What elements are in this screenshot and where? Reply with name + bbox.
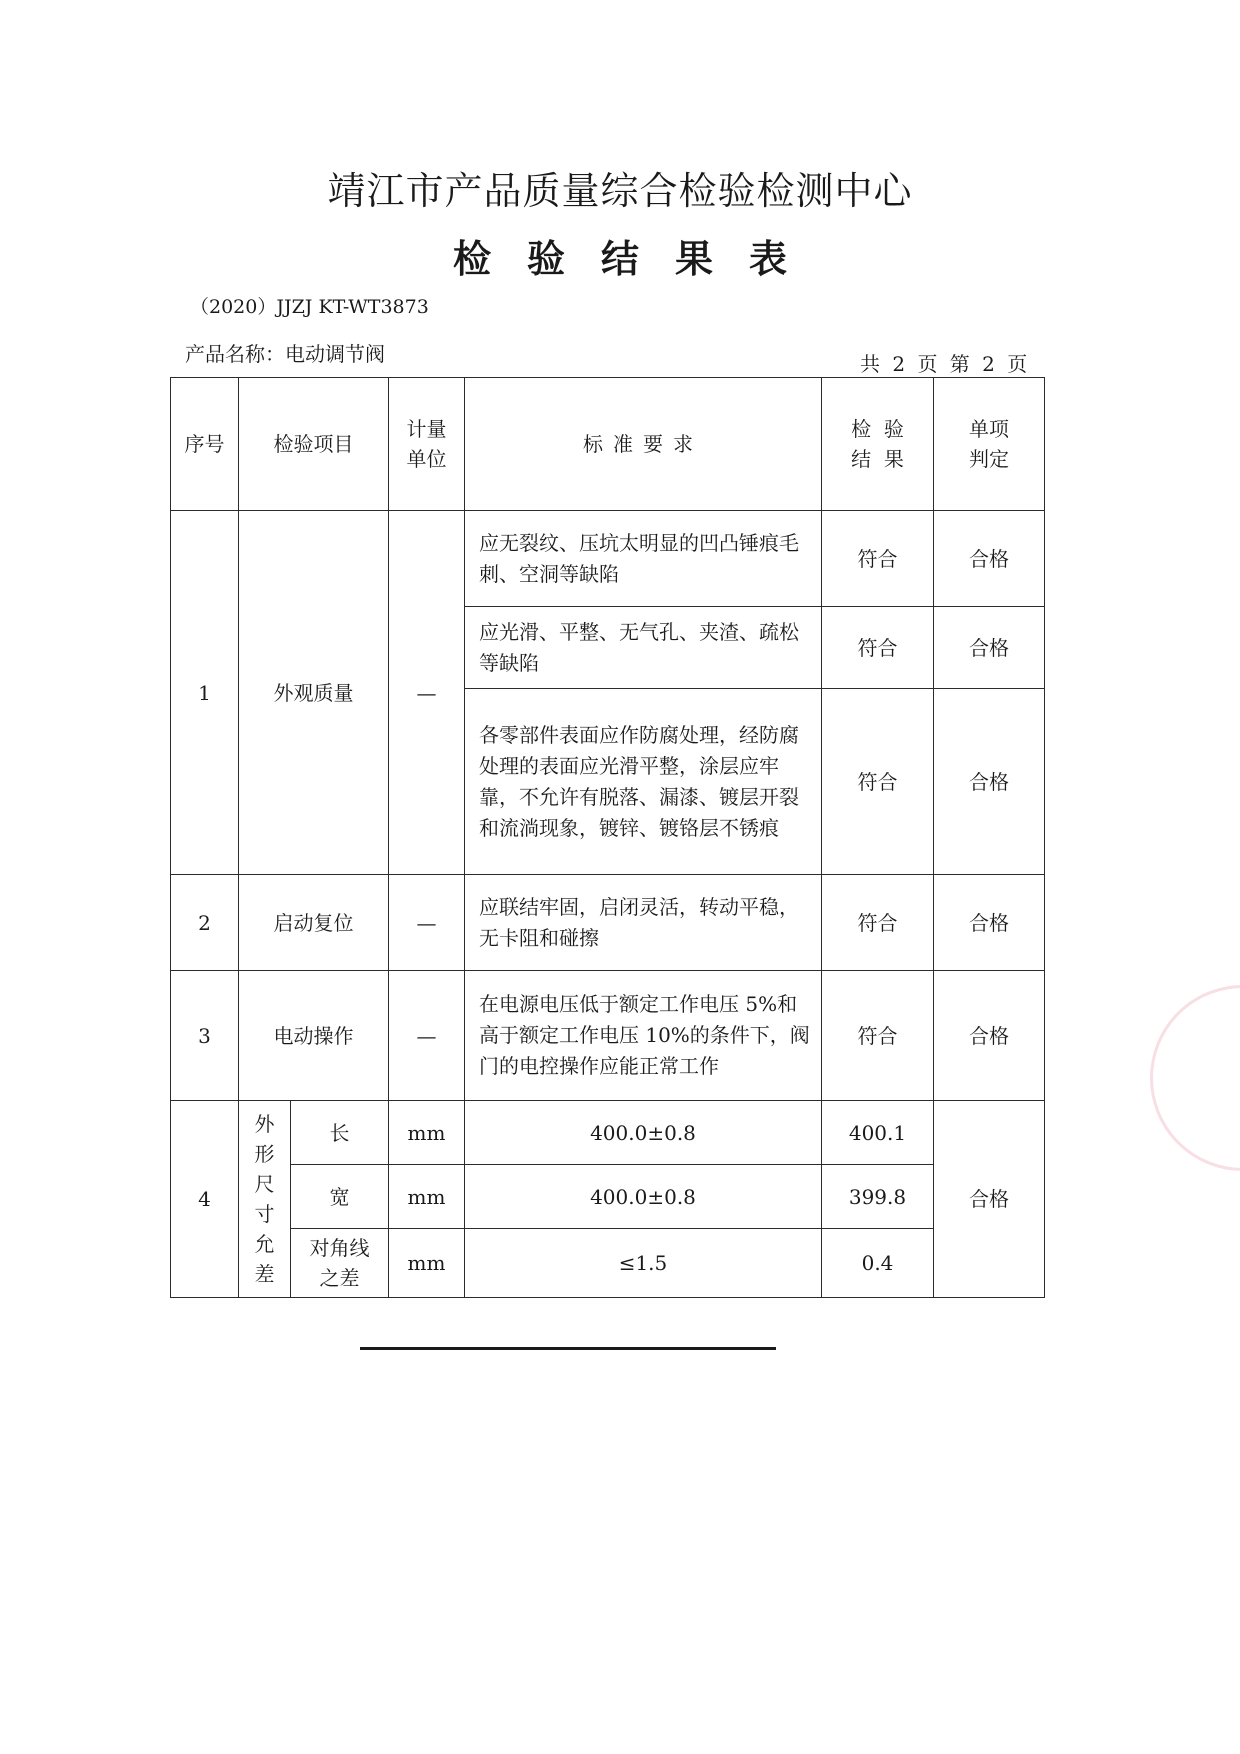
- row4-item-width: 宽: [291, 1165, 389, 1229]
- row1-no: 1: [171, 511, 239, 875]
- row3-verdict: 合格: [934, 971, 1045, 1101]
- inspection-results-table: [170, 377, 1045, 1298]
- row4-item-length: 长: [291, 1101, 389, 1165]
- end-rule: [360, 1347, 776, 1350]
- row1-verdict-1: 合格: [934, 511, 1045, 607]
- row2-no: 2: [171, 875, 239, 971]
- row4-result-width: 399.8: [822, 1165, 934, 1229]
- row1-item: 外观质量: [239, 511, 389, 875]
- table-row: [171, 1229, 1045, 1298]
- row4-unit-width: mm: [389, 1165, 465, 1229]
- header-verdict: [934, 378, 1045, 511]
- row4-group-char: 寸: [254, 1202, 275, 1226]
- row4-group-label: [239, 1101, 291, 1298]
- row4-group-char: 差: [254, 1262, 275, 1286]
- row4-result-length: 400.1: [822, 1101, 934, 1165]
- table-row: [171, 1165, 1045, 1229]
- row4-item-diagonal-line1: 对角线: [309, 1236, 370, 1260]
- row2-item: 启动复位: [239, 875, 389, 971]
- header-item: 检验项目: [239, 378, 389, 511]
- table-header-row: [171, 378, 1045, 511]
- header-verdict-line2: 判定: [969, 447, 1009, 471]
- header-result: [822, 378, 934, 511]
- row4-unit-length: mm: [389, 1101, 465, 1165]
- row4-item-diagonal-line2: 之差: [319, 1266, 360, 1290]
- table-row: [171, 971, 1045, 1101]
- page-count: 共 2 页 第 2 页: [860, 352, 1028, 376]
- table-row: [171, 1101, 1045, 1165]
- row1-standard-2: 应光滑、平整、无气孔、夹渣、疏松等缺陷: [465, 607, 822, 689]
- row1-result-2: 符合: [822, 607, 934, 689]
- row4-standard-diagonal: ≤1.5: [465, 1229, 822, 1298]
- row3-result: 符合: [822, 971, 934, 1101]
- header-no: 序号: [171, 378, 239, 511]
- product-name-line: [185, 338, 385, 367]
- row4-result-diagonal: 0.4: [822, 1229, 934, 1298]
- row1-verdict-2: 合格: [934, 607, 1045, 689]
- row4-group-char: 形: [254, 1142, 275, 1166]
- header-unit-line1: 计量: [406, 417, 447, 441]
- row1-result-1: 符合: [822, 511, 934, 607]
- table-row: [171, 511, 1045, 607]
- header-result-line1: 检 验: [851, 417, 904, 441]
- row4-item-diagonal: [291, 1229, 389, 1298]
- header-unit: [389, 378, 465, 511]
- header-standard: [465, 378, 822, 511]
- row3-no: 3: [171, 971, 239, 1101]
- row4-standard-width: 400.0±0.8: [465, 1165, 822, 1229]
- row4-group-char: 尺: [254, 1172, 275, 1196]
- document-title: 检验结果表: [452, 236, 823, 281]
- row4-group-char: 外: [254, 1112, 275, 1136]
- row4-verdict: 合格: [934, 1101, 1045, 1298]
- row2-result: 符合: [822, 875, 934, 971]
- product-label: 产品名称：: [185, 342, 285, 366]
- header-unit-line2: 单位: [406, 447, 447, 471]
- row1-verdict-3: 合格: [934, 689, 1045, 875]
- row3-unit: —: [389, 971, 465, 1101]
- table-row: [171, 875, 1045, 971]
- org-title: 靖江市产品质量综合检验检测中心: [327, 169, 913, 213]
- report-number: （2020）JJZJ KT-WT3873: [190, 296, 429, 318]
- row1-result-3: 符合: [822, 689, 934, 875]
- row2-unit: —: [389, 875, 465, 971]
- row1-standard-3: 各零部件表面应作防腐处理，经防腐处理的表面应光滑平整，涂层应牢靠，不允许有脱落、漏漆、镀层开裂和流淌现象，镀锌、镀铬层不锈痕: [465, 689, 822, 875]
- row4-group-char: 允: [254, 1232, 275, 1256]
- row1-standard-1: 应无裂纹、压坑太明显的凹凸锤痕毛刺、空洞等缺陷: [465, 511, 822, 607]
- row1-unit: —: [389, 511, 465, 875]
- row3-standard: 在电源电压低于额定工作电压 5%和高于额定工作电压 10%的条件下，阀门的电控操作应能正常工作: [465, 971, 822, 1101]
- row4-standard-length: 400.0±0.8: [465, 1101, 822, 1165]
- product-name: 电动调节阀: [285, 342, 385, 366]
- header-result-line2: 结 果: [851, 447, 904, 471]
- header-standard-text: 标准要求: [583, 432, 703, 456]
- row3-item: 电动操作: [239, 971, 389, 1101]
- row2-verdict: 合格: [934, 875, 1045, 971]
- row4-no: 4: [171, 1101, 239, 1298]
- seal-stamp: [1150, 985, 1240, 1171]
- header-verdict-line1: 单项: [969, 417, 1009, 441]
- row2-standard: 应联结牢固，启闭灵活，转动平稳，无卡阻和碰擦: [465, 875, 822, 971]
- row4-unit-diagonal: mm: [389, 1229, 465, 1298]
